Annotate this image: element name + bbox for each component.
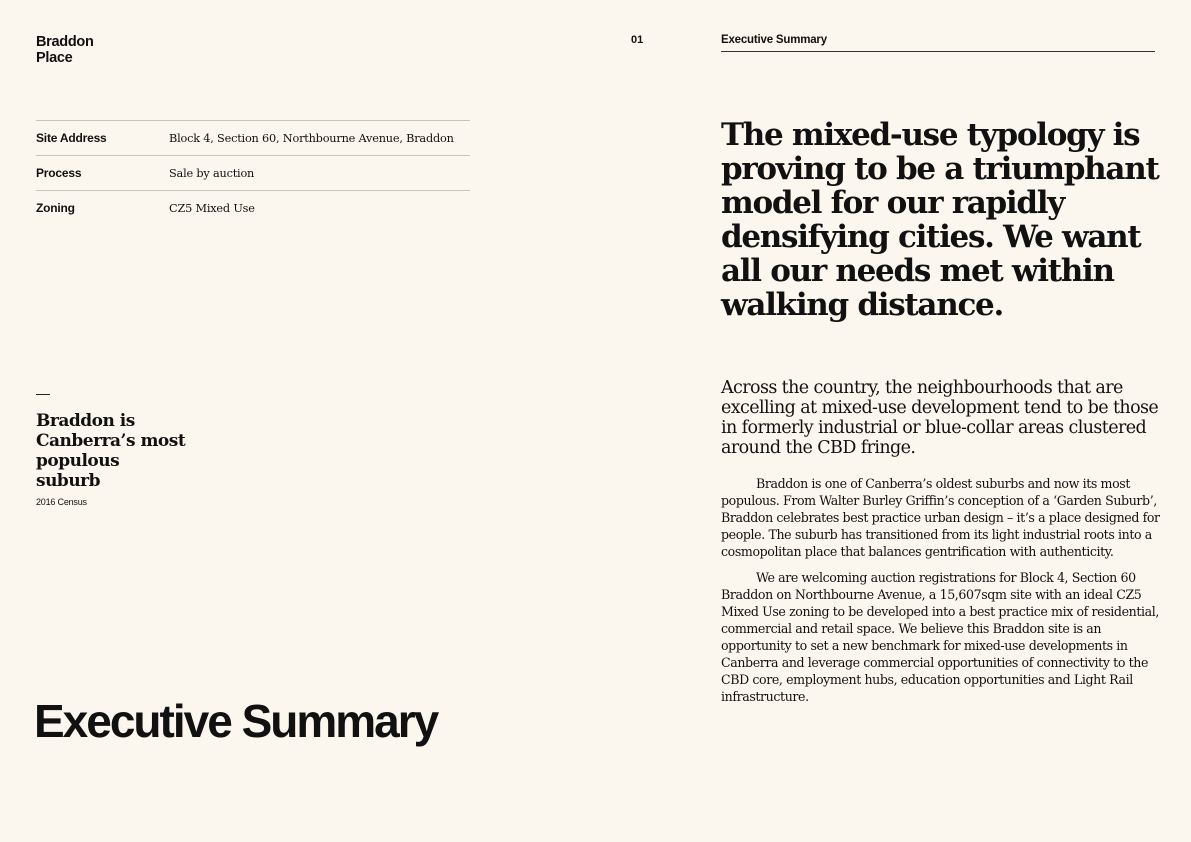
section-label: Executive Summary (721, 34, 1155, 52)
lede-paragraph: Across the country, the neighbourhoods that are excelling at mixed-use development tend to be those in formerly industrial or blue-collar areas clustered around the CBD fringe. (721, 378, 1159, 458)
brand-line-1: Braddon (36, 34, 94, 50)
brand-logo (36, 34, 94, 66)
callout-dash: — (36, 385, 50, 401)
callout-text: Braddon is Canberra’s most populous suburb (36, 411, 186, 491)
body-text (721, 475, 1161, 714)
site-info-row (36, 121, 470, 156)
site-info-label: Process (36, 156, 169, 191)
site-info-label: Zoning (36, 191, 169, 226)
site-info-value: Sale by auction (169, 156, 470, 191)
site-info-value: CZ5 Mixed Use (169, 191, 470, 226)
body-paragraph: We are welcoming auction registrations for Block 4, Section 60 Braddon on Northbourne Avenue, a 15,607sqm site with an ideal CZ5 Mixed Use zoning to be developed into a best practice mix of residential, commercial and retail space. We believe this Braddon site is an opportunity to set a new benchmark for mixed-use developments in Canberra and leverage commercial opportunities of connectivity to the CBD core, employment hubs, education opportunities and Light Rail infrastructure. (721, 570, 1159, 704)
site-info-row (36, 191, 470, 226)
site-info-table (36, 120, 470, 225)
page-number: 01 (631, 34, 644, 46)
body-paragraph: Braddon is one of Canberra’s oldest suburbs and now its most populous. From Walter Burley Griffin’s conception of a ‘Garden Suburb’, Braddon celebrates best practice urban design – it’s a place designed for people. The suburb has transitioned from its light industrial roots into a cosmopolitan place that balances gentrification with authenticity. (721, 476, 1160, 559)
headline: The mixed-use typology is proving to be a triumphant model for our rapidly densifying cities. We want all our needs met within walking distance. (721, 117, 1159, 323)
site-info-value: Block 4, Section 60, Northbourne Avenue, Braddon (169, 121, 470, 156)
callout-source: 2016 Census (36, 497, 87, 507)
site-info-row (36, 156, 470, 191)
site-info-label: Site Address (36, 121, 169, 156)
page-title: Executive Summary (34, 695, 438, 747)
brand-line-2: Place (36, 50, 73, 66)
